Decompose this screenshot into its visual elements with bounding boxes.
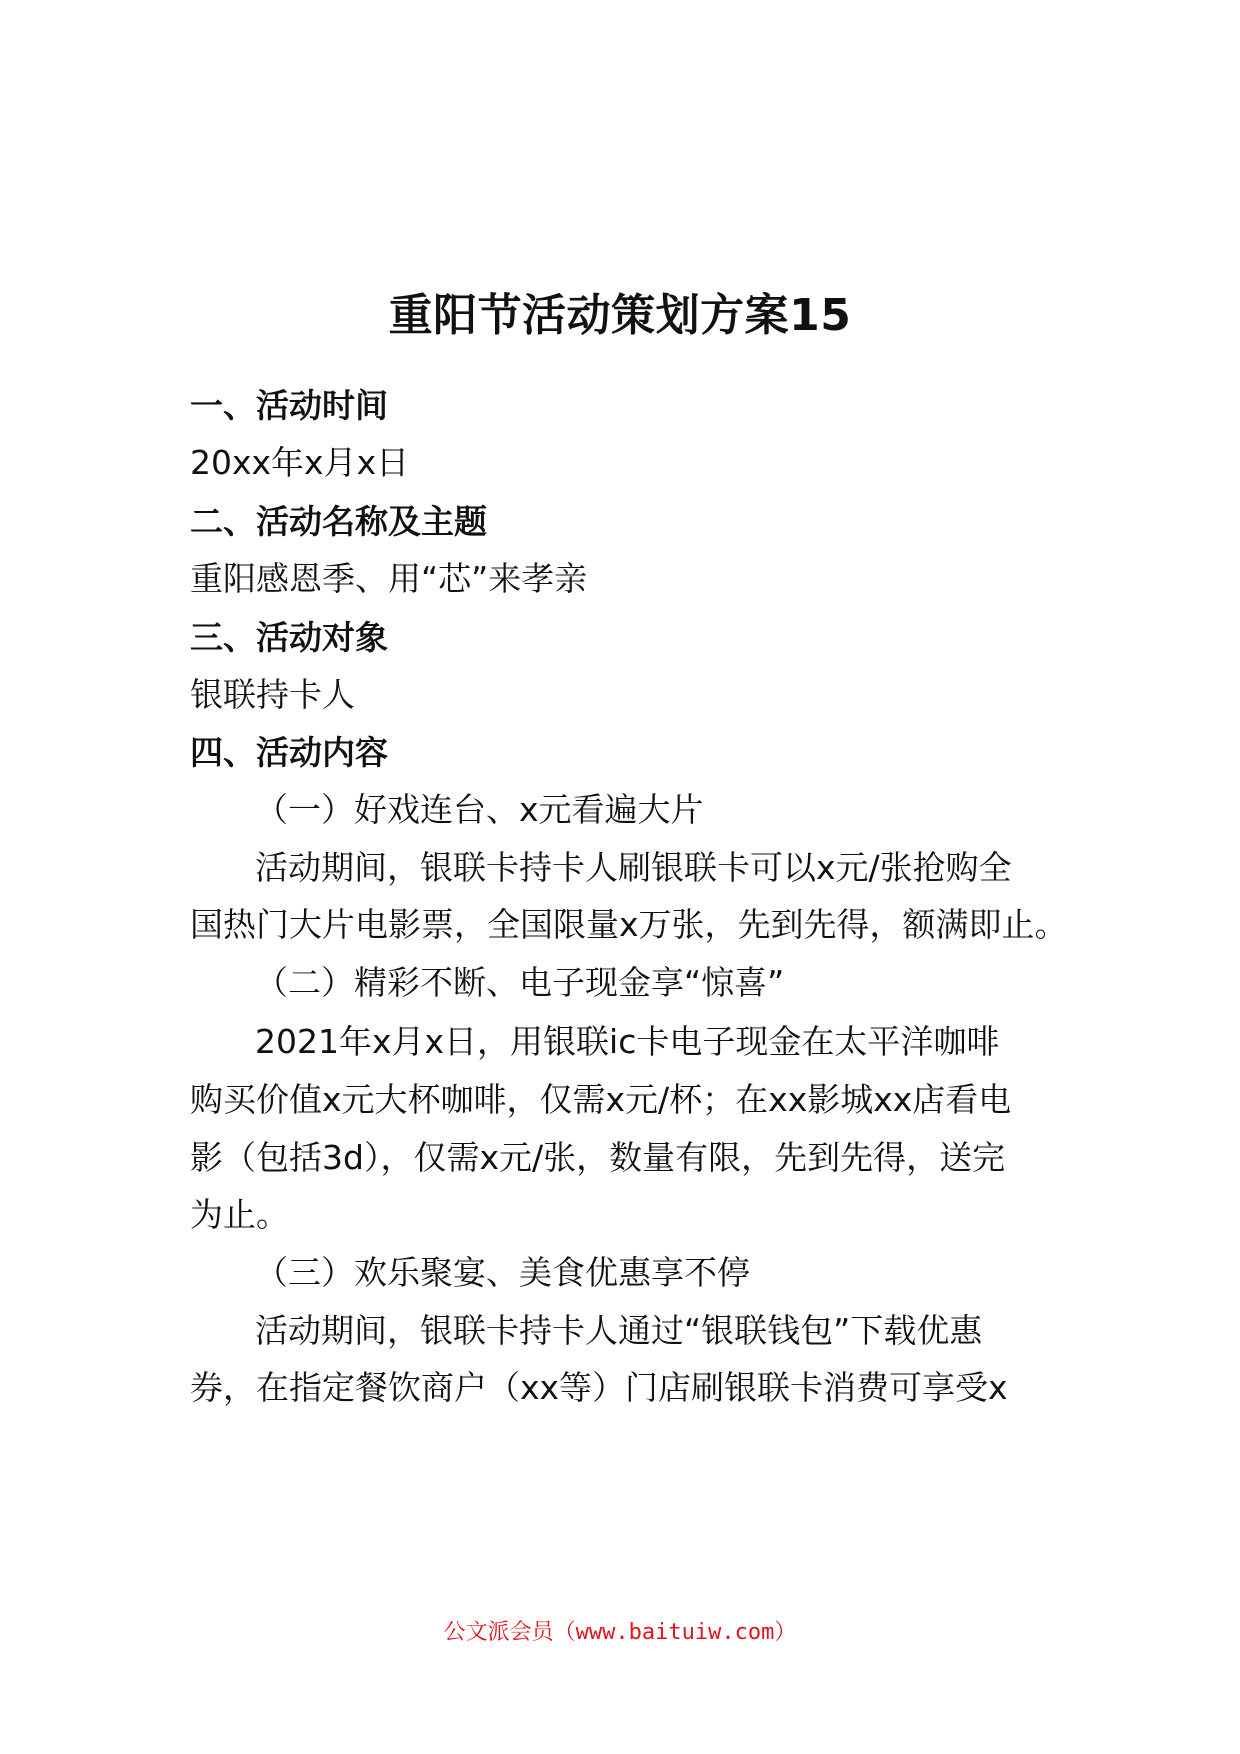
body-line: 重阳感恩季、用“芯”来孝亲 (190, 559, 588, 598)
section-heading-audience: 三、活动对象 (190, 618, 388, 657)
body-line: 活动期间，银联卡持卡人刷银联卡可以x元/张抢购全 (255, 848, 1012, 887)
body-line: 券，在指定餐饮商户（xx等）门店刷银联卡消费可享受x (190, 1368, 1008, 1407)
section-heading-content: 四、活动内容 (190, 733, 388, 772)
body-line: 影（包括3d），仅需x元/张，数量有限，先到先得，送完 (190, 1138, 1006, 1177)
watermark-footer: 公文派会员（www.baituiw.com） (443, 1620, 797, 1645)
section-heading-name-theme: 二、活动名称及主题 (190, 502, 487, 541)
body-line: 购买价值x元大杯咖啡，仅需x元/杯；在xx影城xx店看电 (190, 1080, 1012, 1119)
subsection-heading-2: （二）精彩不断、电子现金享“惊喜” (255, 963, 785, 1002)
body-line: 为止。 (190, 1195, 289, 1234)
body-line: 国热门大片电影票，全国限量x万张，先到先得，额满即止。 (190, 905, 1068, 944)
subsection-heading-3: （三）欢乐聚宴、美食优惠享不停 (255, 1253, 750, 1292)
body-line: 活动期间，银联卡持卡人通过“银联钱包”下载优惠 (255, 1311, 983, 1350)
body-line: 银联持卡人 (190, 675, 355, 714)
body-line: 20xx年x月x日 (190, 443, 410, 482)
subsection-heading-1: （一）好戏连台、x元看遍大片 (255, 790, 704, 829)
body-line: 2021年x月x日，用银联ic卡电子现金在太平洋咖啡 (255, 1022, 1000, 1061)
document-title: 重阳节活动策划方案15 (388, 290, 852, 341)
section-heading-time: 一、活动时间 (190, 386, 388, 425)
